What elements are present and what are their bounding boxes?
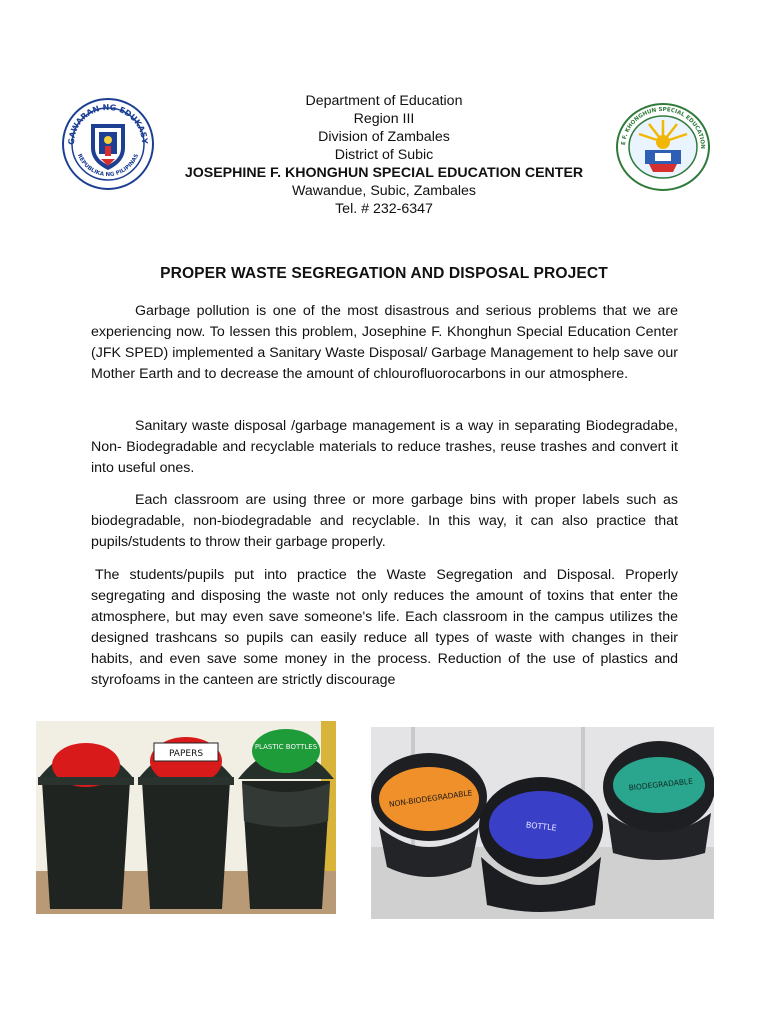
school-seal-icon <box>615 102 711 192</box>
school-seal-ring-text: E F. KHONGHUN SPECIAL EDUCATION <box>621 106 706 150</box>
seal-ring-text-top: GAWARAN NG EDUKASY <box>66 102 150 146</box>
bin-5 <box>479 777 603 912</box>
letterhead-line-department: Department of Education <box>305 93 463 109</box>
seal-ring-text-bottom: REPUBLIKA NG PILIPINAS <box>75 153 141 179</box>
bin-3-label: PLASTIC BOTTLES <box>254 743 318 751</box>
bin-5-label: BOTTLE <box>525 820 558 833</box>
bin-6-label: BIODEGRADABLE <box>628 776 694 793</box>
letterhead-line-region: Region III <box>353 111 415 127</box>
bin-1 <box>38 743 134 909</box>
letterhead-line-division: Division of Zambales <box>318 129 450 145</box>
bin-2-label: PAPERS <box>168 749 204 759</box>
bin-6 <box>603 741 714 860</box>
bin-4 <box>371 753 487 877</box>
paragraph-definition: Sanitary waste disposal /garbage management is a way in separating Biodegradabe, Non- Biodegradable and recyclable materials to reduce trashes, reuse trashes and convert it into useful ones. <box>91 418 678 476</box>
school-telephone: Tel. # 232-6347 <box>335 201 433 217</box>
school-address: Wawandue, Subic, Zambales <box>291 183 476 199</box>
deped-seal-icon <box>61 96 155 192</box>
trash-bins-photo-right <box>371 727 714 919</box>
letterhead <box>150 92 618 218</box>
trash-bins-photo-left <box>36 721 336 914</box>
bin-2 <box>138 737 234 909</box>
bin-4-label: NON-BIODEGRADABLE <box>388 788 473 809</box>
paragraph-intro: Garbage pollution is one of the most disastrous and serious problems that we are experiencing now. To lessen this problem, Josephine F. Khonghun Special Education Center (JFK SPED) implemented a Sanitary Waste Disposal/ Garbage Management to help save our Mother Earth and to decrease the amount of chlourofluorocarbons in our atmosphere. <box>91 303 678 382</box>
letterhead-line-district: District of Subic <box>334 147 434 163</box>
school-name: JOSEPHINE F. KHONGHUN SPECIAL EDUCATION CENTER <box>184 165 584 181</box>
document-title: PROPER WASTE SEGREGATION AND DISPOSAL PROJECT <box>160 265 608 282</box>
paragraph-practice: The students/pupils put into practice the Waste Segregation and Disposal. Properly segregating and disposing the waste not only reduces the amount of toxins that enter the atmosphere, but may even save someone's life. Each classroom in the campus utilizes the designed trashcans so pupils can easily reduce all types of waste with changes in their habits, and even save some money in the process. Reduction of the use of plastics and styrofoams in the canteen are strictly discourage <box>91 567 678 688</box>
paragraph-classroom-bins: Each classroom are using three or more garbage bins with proper labels such as biodegradable, non-biodegradable and recyclable. In this way, it can also practice that pupils/students to throw their garbage properly. <box>91 492 678 550</box>
